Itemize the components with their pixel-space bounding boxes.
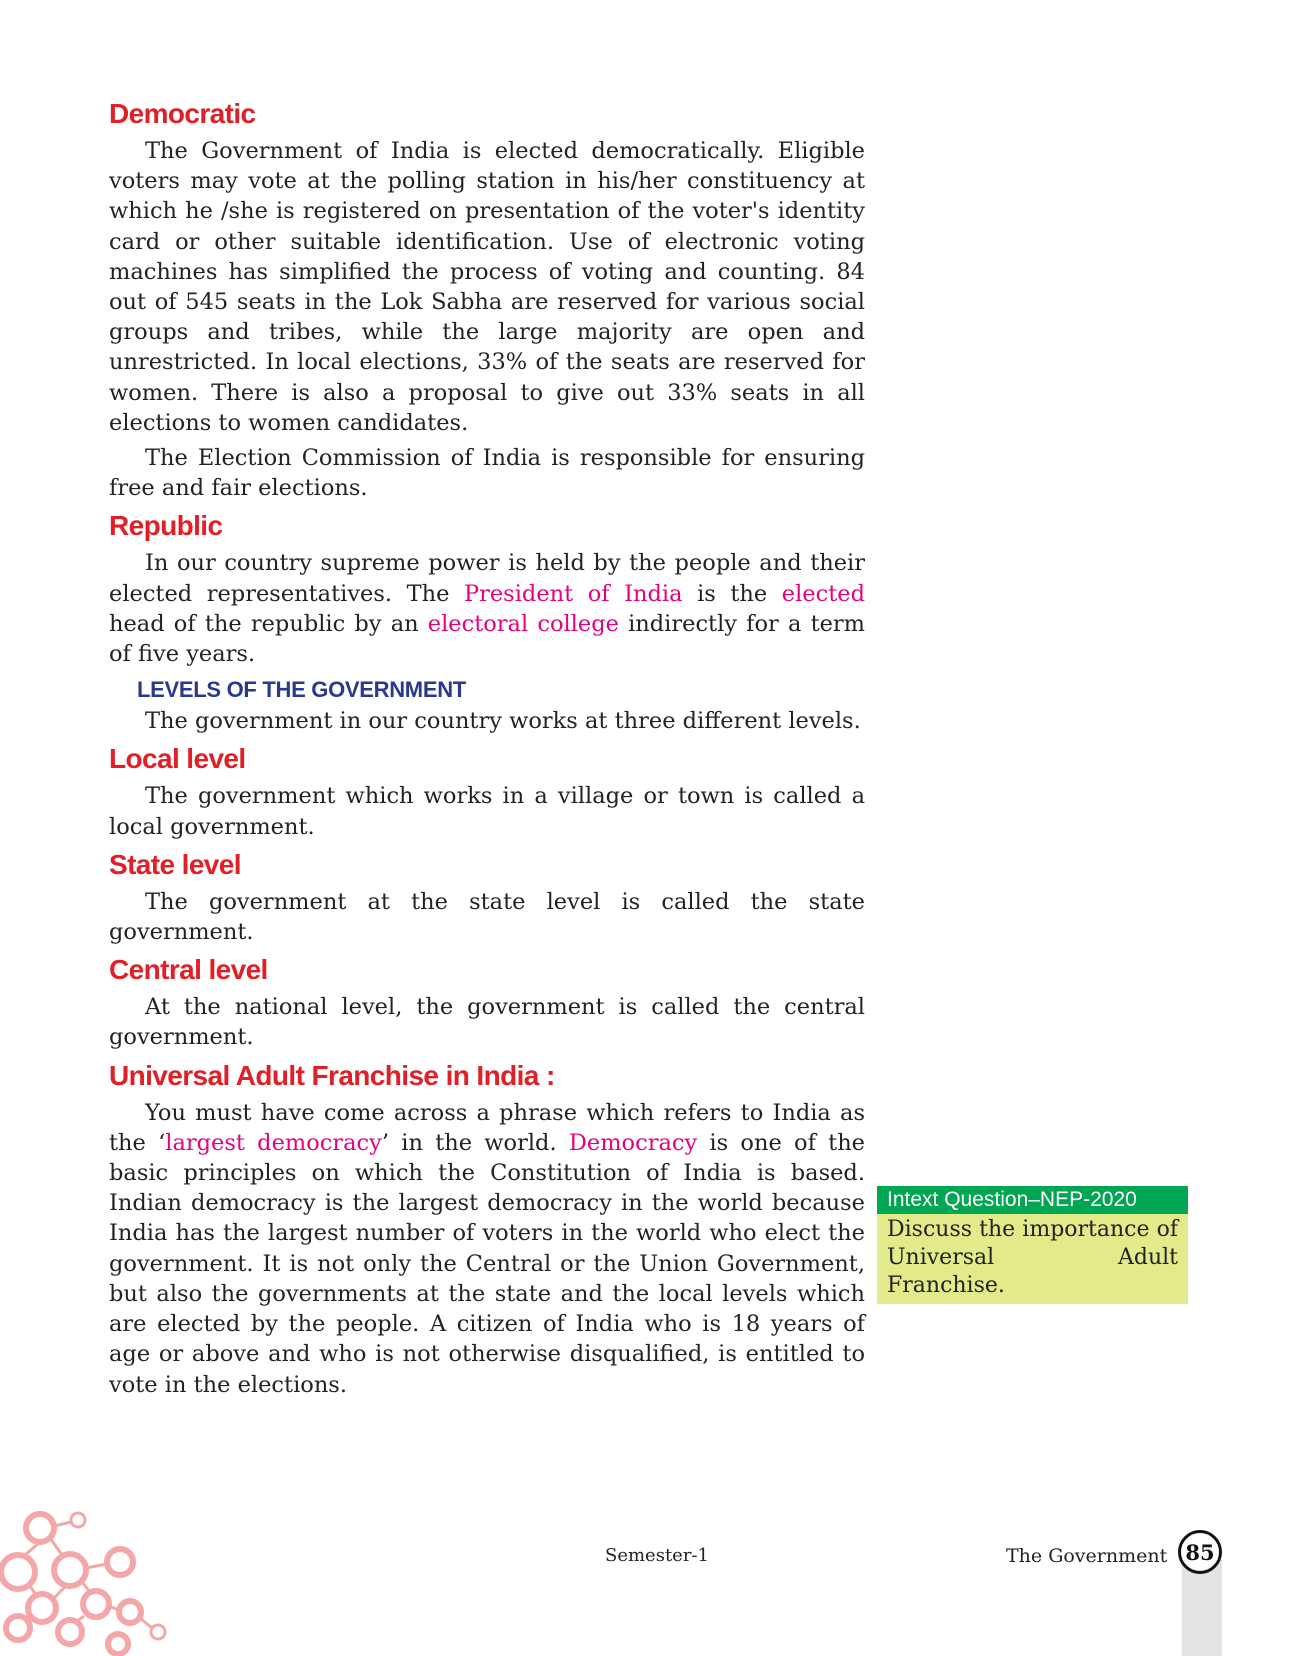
democratic-paragraph-1: The Government of India is elected democratically. Eligible voters may vote at the polling station in his/her constituency at which he /she is registered on presentation of the voter's identity card or other suitable identification. Use of electronic voting machines has simplified the process of voting and counting. 84 out of 545 seats in the Lok Sabha are reserved for various social groups and tribes, while the large majority are open and unrestricted. In local elections, 33% of the seats are reserved for women. There is also a proposal to give out 33% seats in all elections to women candidates. [109, 138, 865, 436]
intext-question-box [877, 1186, 1188, 1304]
electoral-college-link[interactable]: electoral college [427, 610, 619, 637]
page-number-badge: 85 [1178, 1530, 1222, 1574]
democracy-link[interactable]: Democracy [568, 1129, 698, 1156]
main-content [109, 96, 865, 1405]
levels-paragraph: The government in our country works at three different levels. [145, 708, 861, 735]
heading-levels-of-government: LEVELS OF THE GOVERNMENT [137, 677, 466, 703]
president-of-india-link[interactable]: President of India [463, 580, 683, 607]
heading-central-level: Central level [109, 954, 268, 986]
democratic-paragraph-2: The Election Commission of India is responsible for ensuring free and fair elections. [109, 445, 865, 502]
footer-chapter-title: The Government [1006, 1545, 1168, 1567]
heading-republic: Republic [109, 510, 223, 542]
molecule-decoration-icon [0, 1500, 180, 1656]
footer-semester: Semester-1 [605, 1545, 709, 1566]
intext-question-title: Intext Question–NEP-2020 [877, 1186, 1188, 1214]
state-level-paragraph: The government at the state level is called the state government. [109, 888, 865, 946]
republic-text-3: head of the republic by an [109, 610, 428, 637]
heading-state-level: State level [109, 848, 241, 880]
republic-text-1: In our country supreme power is held by the people and their elected representatives. The [109, 550, 865, 607]
heading-local-level: Local level [109, 743, 246, 775]
republic-paragraph [109, 548, 865, 669]
franchise-paragraph [109, 1098, 865, 1400]
central-level-paragraph: At the national level, the government is called the central government. [109, 994, 865, 1051]
heading-universal-adult-franchise: Universal Adult Franchise in India : [109, 1059, 555, 1091]
republic-text-2: is the [682, 580, 782, 607]
intext-question-text: Discuss the importance of Universal Adult Franchise. [877, 1214, 1188, 1304]
largest-democracy-link[interactable]: largest democracy [165, 1129, 382, 1156]
franchise-text-1: You must have come across a phrase which refers to India as the ‘ [109, 1099, 865, 1156]
franchise-text-2: ’ in the world. [381, 1129, 569, 1156]
heading-democratic: Democratic [109, 98, 256, 129]
republic-text-4: indirectly for a term of five years. [109, 610, 866, 668]
franchise-text-3: is one of the basic principles on which the Constitution of India is based. Indian democracy is the largest democracy in the world because India has the largest number of voters in the world who elect the government. It is not only the Central or the Union Government, but also the governments at the state and the local levels which are elected by the people. A citizen of India who is 18 years of age or above and who is not otherwise disqualified, is entitled to vote in the elections. [109, 1129, 865, 1398]
local-level-paragraph: The government which works in a village or town is called a local government. [109, 783, 865, 840]
page-number-strip [1182, 1560, 1222, 1656]
elected-link[interactable]: elected [781, 580, 865, 607]
